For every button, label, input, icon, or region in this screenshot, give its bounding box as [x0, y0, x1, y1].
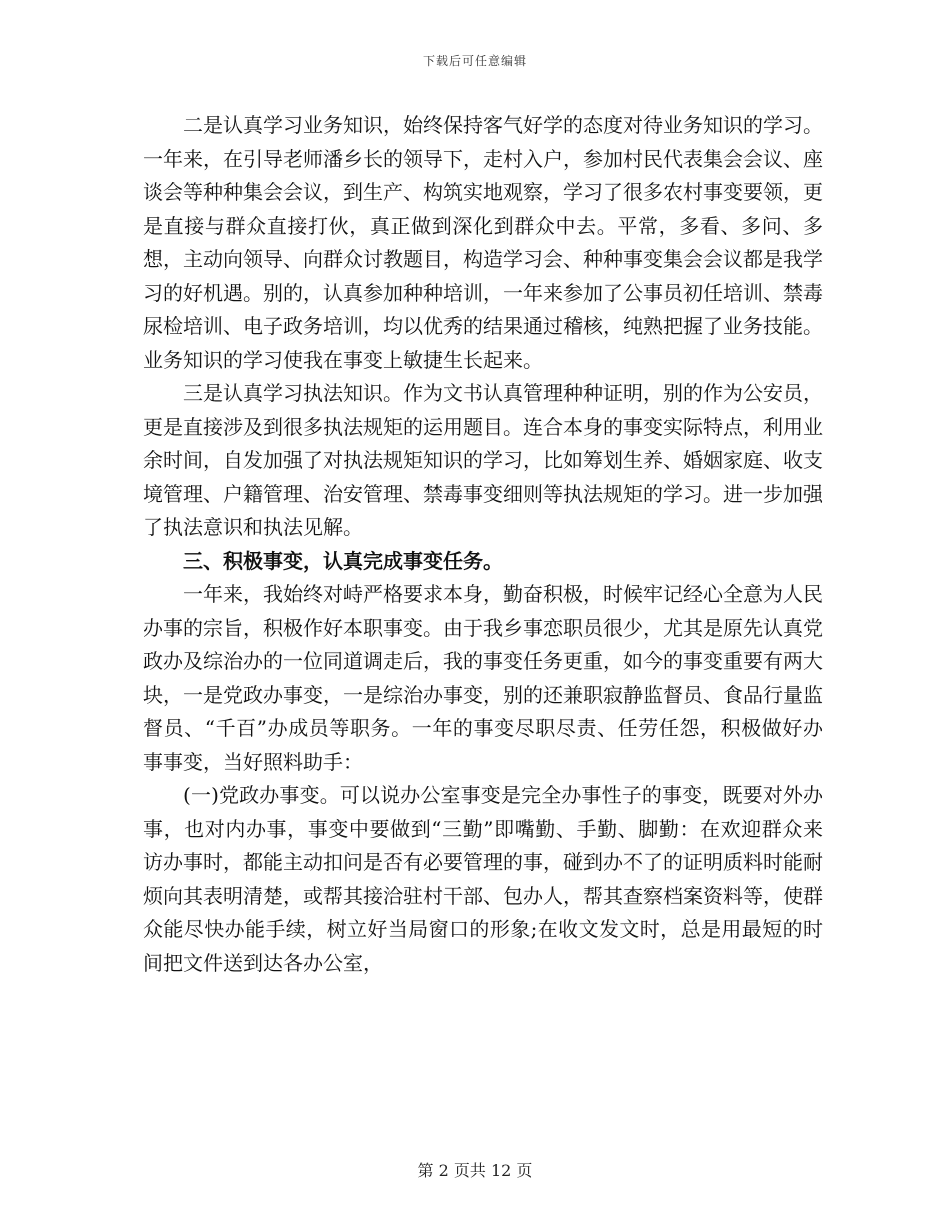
- paragraph-study-business: 二是认真学习业务知识，始终保持客气好学的态度对待业务知识的学习。一年来，在引导老师潘乡长的领导下，走村入户，参加村民代表集会会议、座谈会等种种集会会议，到生产、构筑实地观察，学习了很多农村事变要领，更是直接与群众直接打伙，真正做到深化到群众中去。平常，多看、多问、多想，主动向领导、向群众讨教题目，构造学习会、种种事变集会会议都是我学习的好机遇。别的，认真参加种种培训，一年来参加了公事员初任培训、禁毒尿检培训、电子政务培训，均以优秀的结果通过稽核，纯熟把握了业务技能。业务知识的学习使我在事变上敏捷生长起来。: [143, 113, 823, 372]
- paragraph-party-office-work: (一)党政办事变。可以说办公室事变是完全办事性子的事变，既要对外办事，也对内办事，事变中要做到“三勤”即嘴勤、手勤、脚勤：在欢迎群众来访办事时，都能主动扣问是否有必要管理的事，碰到办不了的证明质料时能耐烦向其表明清楚，或帮其接洽驻村干部、包办人，帮其查察档案资料等，使群众能尽快办能手续，树立好当局窗口的形象;在收文发文时，总是用最短的时间把文件送到达各办公室，: [143, 783, 823, 975]
- page-footer: 第 2 页共 12 页: [417, 1161, 533, 1180]
- document-body: [143, 109, 823, 980]
- section-heading: 三、积极事变，认真完成事变任务。: [183, 548, 503, 573]
- paragraph-work-overview: 一年来，我始终对峙严格要求本身，勤奋积极，时候牢记经心全意为人民办事的宗旨，积极作好本职事变。由于我乡事恋职员很少，尤其是原先认真党政办及综治办的一位同道调走后，我的事变任务更重，如今的事变重要有两大块，一是党政办事变，一是综治办事变，别的还兼职寂静监督员、食品行量监督员、“千百”办成员等职务。一年的事变尽职尽责、任劳任怨，积极做好办事事变，当好照料助手：: [143, 582, 823, 774]
- paragraph-study-law: 三是认真学习执法知识。作为文书认真管理种种证明，别的作为公安员，更是直接涉及到很多执法规矩的运用题目。连合本身的事变实际特点，利用业余时间，自发加强了对执法规矩知识的学习，比如筹划生养、婚姻家庭、收支境管理、户籍管理、治安管理、禁毒事变细则等执法规矩的学习。进一步加强了执法意识和执法见解。: [143, 381, 823, 539]
- page-header: 下载后可任意编辑: [422, 54, 527, 68]
